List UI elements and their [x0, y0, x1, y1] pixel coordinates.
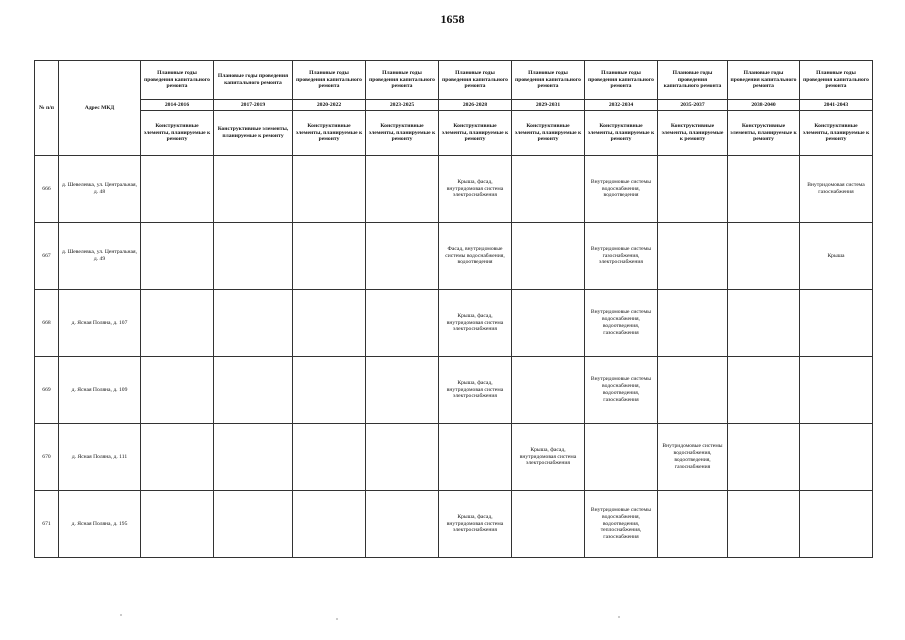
row-number: 666: [35, 156, 59, 223]
row-address: д. Ясная Поляна, д. 111: [59, 424, 141, 491]
row-cell: Крыша, фасад, внутридомовая система электроснабжения: [439, 290, 512, 357]
row-cell: Фасад, внутридомовые системы водоснабжения, водоотведения: [439, 223, 512, 290]
page-number: 1658: [440, 12, 465, 26]
row-cell: Внутридомовые системы водоснабжения, водоотведения: [585, 156, 658, 223]
row-cell: [728, 156, 800, 223]
row-cell: [214, 491, 293, 558]
table-body: [35, 156, 873, 558]
row-cell: [728, 357, 800, 424]
period-title: Плановые годы проведения капитального ремонта: [728, 61, 800, 100]
period-elements-label: Конструктивные элементы, планируемые к ремонту: [512, 111, 585, 156]
row-number: 670: [35, 424, 59, 491]
period-title: Плановые годы проведения капитального ремонта: [439, 61, 512, 100]
row-cell: [728, 223, 800, 290]
row-cell: [366, 156, 439, 223]
row-cell: [293, 491, 366, 558]
row-cell: [293, 424, 366, 491]
table-row: [35, 223, 873, 290]
row-number: 668: [35, 290, 59, 357]
period-years: 2029-2031: [512, 100, 585, 111]
row-address: д. Шевелевка, ул. Центральная, д. 48: [59, 156, 141, 223]
row-cell: Внутридомовая система газоснабжения: [800, 156, 873, 223]
row-cell: [293, 357, 366, 424]
row-cell: [141, 290, 214, 357]
period-years: 2041-2043: [800, 100, 873, 111]
row-cell: [293, 223, 366, 290]
row-address: д. Ясная Поляна, д. 195: [59, 491, 141, 558]
period-title: Плановые годы проведения капитального ремонта: [366, 61, 439, 100]
header-row-periods: [35, 61, 873, 100]
row-cell: [800, 290, 873, 357]
period-elements-label: Конструктивные элементы, планируемые к ремонту: [658, 111, 728, 156]
row-number: 671: [35, 491, 59, 558]
period-title: Плановые годы проведения капитального ремонта: [800, 61, 873, 100]
row-cell: [728, 491, 800, 558]
row-cell: [214, 290, 293, 357]
row-cell: [439, 424, 512, 491]
row-cell: Внутридомовые системы водоснабжения, водоотведения, газоснабжения: [585, 290, 658, 357]
row-cell: [512, 156, 585, 223]
row-cell: Крыша: [800, 223, 873, 290]
scan-speck: [336, 618, 338, 620]
period-title: Плановые годы проведения капитального ремонта: [658, 61, 728, 100]
row-cell: [658, 491, 728, 558]
row-cell: Крыша, фасад, внутридомовая система электроснабжения: [512, 424, 585, 491]
period-title: Плановые годы проведения капитального ремонта: [512, 61, 585, 100]
row-cell: [658, 223, 728, 290]
row-address: д. Ясная Поляна, д. 109: [59, 357, 141, 424]
address-column-header: Адрес МКД: [59, 61, 141, 156]
row-cell: Внутридомовые системы водоснабжения, водоотведения, газоснабжения: [658, 424, 728, 491]
table-row: [35, 290, 873, 357]
period-elements-label: Конструктивные элементы, планируемые к ремонту: [214, 111, 293, 156]
period-elements-label: Конструктивные элементы, планируемые к ремонту: [366, 111, 439, 156]
table-row: [35, 491, 873, 558]
period-elements-label: Конструктивные элементы, планируемые к ремонту: [141, 111, 214, 156]
period-years: 2026-2028: [439, 100, 512, 111]
capital-repair-plan-table: [34, 60, 873, 558]
period-title: Плановые годы проведения капитального ремонта: [214, 61, 293, 100]
row-cell: [366, 424, 439, 491]
row-cell: [800, 357, 873, 424]
scan-speck: [618, 616, 620, 618]
period-elements-label: Конструктивные элементы, планируемые к ремонту: [439, 111, 512, 156]
row-cell: [728, 424, 800, 491]
row-cell: [141, 223, 214, 290]
row-cell: [366, 290, 439, 357]
header-row-years: [35, 100, 873, 111]
row-cell: Внутридомовые системы водоснабжения, водоотведения, газоснабжения: [585, 357, 658, 424]
row-address: д. Шевелевка, ул. Центральная, д. 49: [59, 223, 141, 290]
period-title: Плановые годы проведения капитального ремонта: [141, 61, 214, 100]
row-cell: [293, 290, 366, 357]
row-cell: [141, 491, 214, 558]
period-elements-label: Конструктивные элементы, планируемые к ремонту: [293, 111, 366, 156]
row-cell: [512, 491, 585, 558]
row-cell: [512, 357, 585, 424]
row-cell: [293, 156, 366, 223]
row-cell: [141, 424, 214, 491]
table-row: [35, 156, 873, 223]
row-cell: Крыша, фасад, внутридомовая система электроснабжения: [439, 491, 512, 558]
row-cell: [658, 290, 728, 357]
row-number: 667: [35, 223, 59, 290]
period-elements-label: Конструктивные элементы, планируемые к ремонту: [800, 111, 873, 156]
table-header: [35, 61, 873, 156]
table-row: [35, 424, 873, 491]
header-row-elements: [35, 111, 873, 156]
period-years: 2023-2025: [366, 100, 439, 111]
row-cell: [141, 156, 214, 223]
row-cell: Крыша, фасад, внутридомовая система электроснабжения: [439, 357, 512, 424]
row-cell: [366, 491, 439, 558]
row-cell: [214, 223, 293, 290]
row-cell: [214, 156, 293, 223]
row-cell: [366, 357, 439, 424]
period-years: 2017-2019: [214, 100, 293, 111]
row-cell: Крыша, фасад, внутридомовая система электроснабжения: [439, 156, 512, 223]
period-title: Плановые годы проведения капитального ремонта: [585, 61, 658, 100]
period-years: 2020-2022: [293, 100, 366, 111]
row-cell: [512, 223, 585, 290]
period-years: 2038-2040: [728, 100, 800, 111]
row-cell: [214, 357, 293, 424]
scan-speck: [120, 614, 122, 616]
row-cell: [214, 424, 293, 491]
row-cell: [800, 424, 873, 491]
row-cell: [658, 357, 728, 424]
row-cell: [658, 156, 728, 223]
row-cell: [512, 290, 585, 357]
row-cell: [585, 424, 658, 491]
period-title: Плановые годы проведения капитального ремонта: [293, 61, 366, 100]
period-years: 2014-2016: [141, 100, 214, 111]
row-cell: [141, 357, 214, 424]
row-number: 669: [35, 357, 59, 424]
row-cell: Внутридомовые системы водоснабжения, водоотведения, теплоснабжения, газоснабжения: [585, 491, 658, 558]
period-years: 2035-2037: [658, 100, 728, 111]
number-column-header: № п/п: [35, 61, 59, 156]
row-cell: Внутридомовые системы газоснабжения, электроснабжения: [585, 223, 658, 290]
table-row: [35, 357, 873, 424]
row-cell: [728, 290, 800, 357]
row-address: д. Ясная Поляна, д. 107: [59, 290, 141, 357]
row-cell: [800, 491, 873, 558]
row-cell: [366, 223, 439, 290]
period-elements-label: Конструктивные элементы, планируемые к ремонту: [585, 111, 658, 156]
period-elements-label: Конструктивные элементы, планируемые к ремонту: [728, 111, 800, 156]
period-years: 2032-2034: [585, 100, 658, 111]
